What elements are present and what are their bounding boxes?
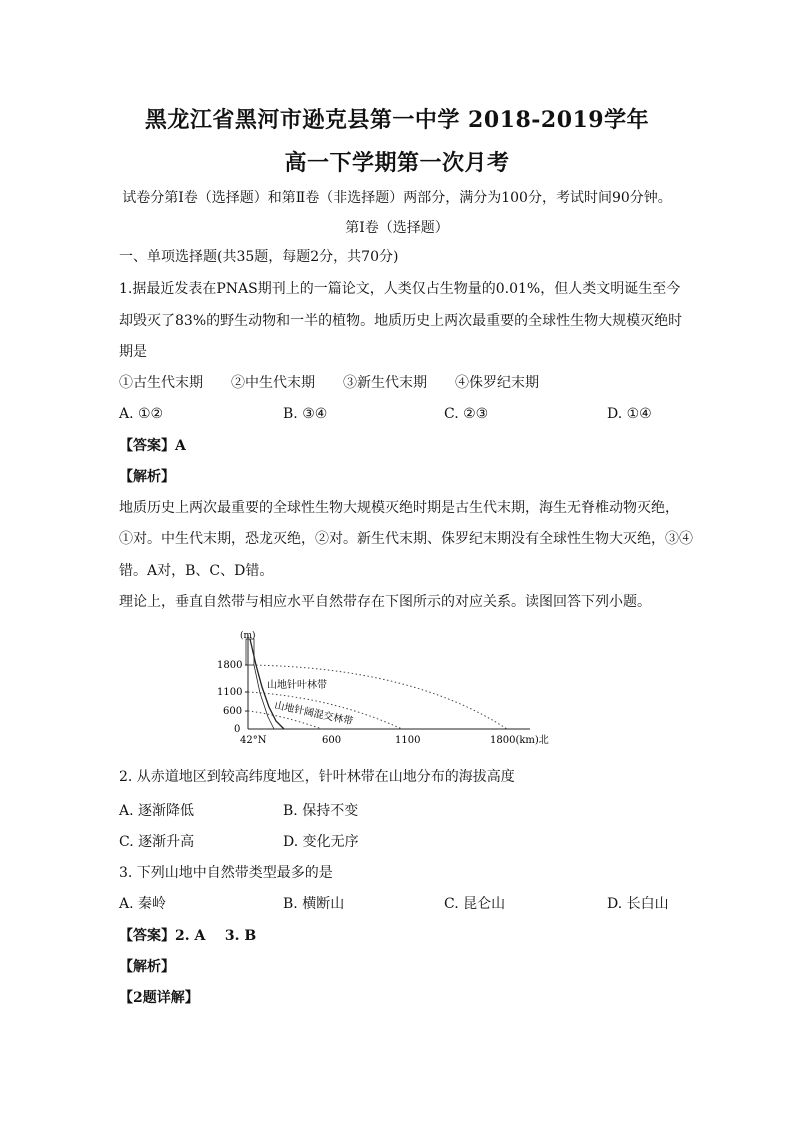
passage-text: 理论上，垂直自然带与相应水平自然带存在下图所示的对应关系。读图回答下列小题。 <box>119 594 651 610</box>
upper-boundary-curve <box>248 665 507 729</box>
q1-stem-line-3: 期是 <box>119 344 147 360</box>
q1-option-b: B. ③④ <box>283 406 328 422</box>
y-tick-1800: 1800 <box>217 660 243 671</box>
q2-q3-analysis-label: 【解析】 <box>119 959 175 975</box>
altitude-latitude-figure <box>212 625 549 750</box>
q1-item-1: ①古生代末期 <box>119 375 203 391</box>
y-tick-0: 0 <box>234 724 241 735</box>
q1-analysis-line-1: 地质历史上两次最重要的全球性生物大规模灭绝时期是古生代末期，海生无脊椎动物灭绝， <box>119 500 679 516</box>
q1-analysis-line-2: ①对。中生代末期，恐龙灭绝，②对。新生代末期、侏罗纪末期没有全球性生物大灭绝，③④ <box>119 531 693 547</box>
q2-option-c: C. 逐渐升高 <box>119 834 195 850</box>
q1-analysis-line-3: 错。A对，B、C、D错。 <box>119 563 274 579</box>
q2-option-d: D. 变化无序 <box>283 834 359 850</box>
exam-info: 试卷分第Ⅰ卷（选择题）和第Ⅱ卷（非选择题）两部分，满分为100分，考试时间90分钟。 <box>122 190 672 206</box>
q2-detail-label: 【2题详解】 <box>119 990 199 1006</box>
y-unit-label: (m) <box>240 631 256 641</box>
q3-stem: 3. 下列山地中自然带类型最多的是 <box>119 865 333 881</box>
band-label-mixed-forest: 山地针阔混交林带 <box>273 700 354 728</box>
q2-stem: 2. 从赤道地区到较高纬度地区，针叶林带在山地分布的海拔高度 <box>119 769 515 785</box>
q2-option-b: B. 保持不变 <box>283 803 359 819</box>
q3-option-b: B. 横断山 <box>283 896 345 912</box>
y-tick-600: 600 <box>223 706 243 717</box>
title-line-2: 高一下学期第一次月考 <box>284 150 510 176</box>
q1-option-c: C. ②③ <box>444 406 489 422</box>
q3-option-d: D. 长白山 <box>607 896 669 912</box>
title-line-1: 黑龙江省黑河市逊克县第一中学 2018-2019学年 <box>144 107 650 133</box>
q1-stem-line-1: 1.据最近发表在PNAS期刊上的一篇论文，人类仅占生物量的0.01%，但人类文明诞生至今 <box>119 281 681 297</box>
x-tick-42n: 42°N <box>240 735 267 746</box>
x-tick-1100: 1100 <box>395 735 421 746</box>
q1-option-a: A. ①② <box>119 406 164 422</box>
q1-item-2: ②中生代末期 <box>231 375 315 391</box>
y-tick-1100: 1100 <box>217 687 243 698</box>
q1-item-4: ④侏罗纪末期 <box>455 375 539 391</box>
section-title: 一、单项选择题(共35题，每题2分，共70分) <box>119 249 399 265</box>
q1-option-d: D. ①④ <box>607 406 652 422</box>
q2-option-a: A. 逐渐降低 <box>119 803 195 819</box>
q3-option-c: C. 昆仑山 <box>444 896 506 912</box>
q3-option-a: A. 秦岭 <box>119 896 167 912</box>
q1-answer: 【答案】A <box>119 438 186 454</box>
q1-stem-line-2: 却毁灭了83%的野生动物和一半的植物。地质历史上两次最重要的全球性生物大规模灭绝时 <box>119 313 683 329</box>
mountain-profile-inner <box>254 665 274 729</box>
band-label-conifer: 山地针叶林带 <box>267 680 327 691</box>
q2-q3-answer: 【答案】2. A 3. B <box>119 928 257 944</box>
x-tick-600: 600 <box>322 735 342 746</box>
part1-title: 第Ⅰ卷（选择题） <box>345 220 449 236</box>
q1-analysis-label: 【解析】 <box>119 469 175 485</box>
q1-item-3: ③新生代末期 <box>343 375 427 391</box>
x-tick-1800km-north: 1800(km)北 <box>490 735 549 746</box>
